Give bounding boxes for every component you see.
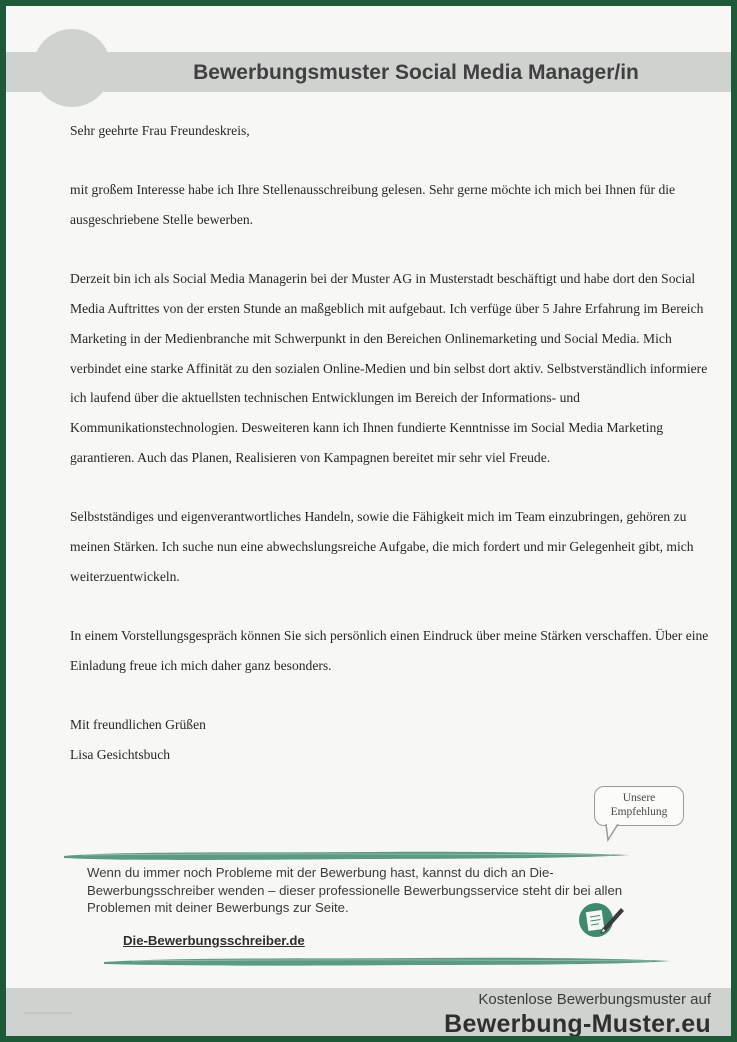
letter-paragraph: Derzeit bin ich als Social Media Managerin bei der Muster AG in Musterstadt beschäftigt und habe dort den Social Media Auftrittes von der ersten Stunde an maßgeblich mit aufgebaut. Ich verfüge über 5 Jahre Erfahrung im Bereich Marketing in der Medienbranche mit Schwerpunkt in den Bereichen Onlinemarketing und Social Media. Mich verbindet eine starke Affinität zu den sozialen Online-Medien und bin selbst dort aktiv. Selbstverständlich informiere ich laufend über die aktuellsten technischen Entwicklungen im Bereich der Informations- und Kommunikationstechnologien. Desweiteren kann ich Ihnen fundierte Kenntnisse im Social Media Marketing garantieren. Auch das Planen, Realisieren von Kampagnen bereitet mir sehr viel Freude. [70,271,708,465]
title-circle-decoration [33,29,111,107]
brush-stroke-top [62,848,632,864]
letter-page [6,6,731,1036]
letter-paragraph: In einem Vorstellungsgespräch können Sie sich persönlich einen Eindruck über meine Stärken verschaffen. Über eine Einladung freue ich mich daher ganz besonders. [70,627,709,673]
recommendation-bubble [594,786,684,826]
letter-signature: Lisa Gesichtsbuch [70,746,171,762]
footer-watermark [24,1010,72,1018]
footer-band [6,988,731,1036]
document-pen-icon [577,900,625,940]
bewerbungsschreiber-link[interactable]: Die-Bewerbungsschreiber.de [123,933,305,948]
footer-brand[interactable]: Bewerbung-Muster.eu [444,1010,711,1036]
brush-stroke-bottom [102,953,672,969]
letter-closing: Mit freundlichen Grüßen [70,716,206,732]
letter-paragraph: mit großem Interesse habe ich Ihre Stellenausschreibung gelesen. Sehr gerne möchte ich mich bei Ihnen für die ausgeschriebene Stelle bewerben. [70,182,676,228]
footer-subtitle: Kostenlose Bewerbungsmuster auf [478,991,711,1008]
letter-paragraph: Selbstständiges und eigenverantwortliches Handeln, sowie die Fähigkeit mich im Team einzubringen, gehören zu meinen Stärken. Ich suche nun eine abwechslungsreiche Aufgabe, die mich fordert und mir Gelegenheit gibt, mich weiterzuentwickeln. [70,509,694,584]
recommendation-text: Wenn du immer noch Probleme mit der Bewerbung hast, kannst du dich an Die-Bewerbungsschreiber wenden – dieser professionelle Bewerbungsservice steht dir bei allen Problemen mit deiner Bewerbungs zur Seite. [87,865,623,915]
watermark-mark [24,1010,72,1016]
page-title: Bewerbungsmuster Social Media Manager/in [193,61,639,84]
bubble-tail [604,824,624,844]
letter-salutation: Sehr geehrte Frau Freundeskreis, [70,123,250,138]
bubble-line: Unsere [622,792,656,804]
bubble-line: Empfehlung [610,806,668,818]
letter-body [70,116,710,769]
